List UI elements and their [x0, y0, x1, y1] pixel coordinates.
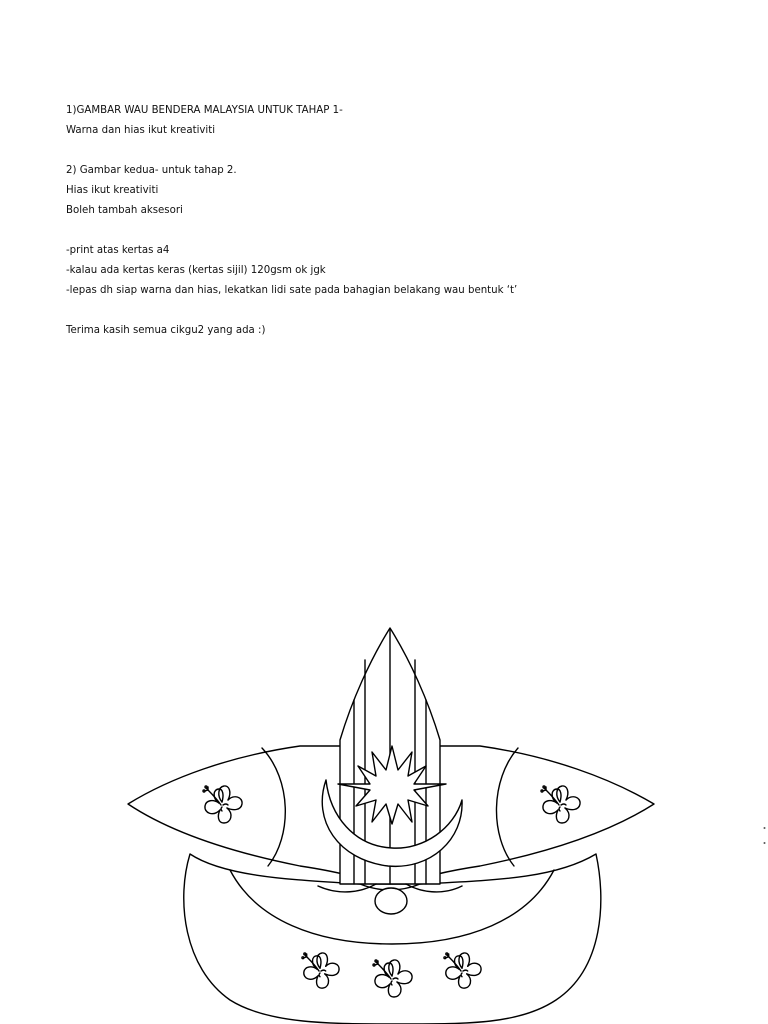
center-knob-icon	[375, 888, 407, 914]
assembly-instruction: -lepas dh siap warna dan hias, lekatkan lidi sate pada bahagian belakang wau bentuk ‘t’	[66, 285, 518, 296]
instruction-line: Warna dan hias ikut kreativiti	[66, 125, 216, 136]
instructions-text	[66, 101, 726, 341]
wau-kite-coloring-icon	[0, 600, 768, 1024]
paragraph-gap	[66, 141, 726, 161]
print-instruction: -print atas kertas a4	[66, 245, 170, 256]
heading-tahap-2: 2) Gambar kedua- untuk tahap 2.	[66, 165, 237, 176]
instruction-line: Hias ikut kreativiti	[66, 185, 159, 196]
thanks-line: Terima kasih semua cikgu2 yang ada :)	[66, 325, 266, 336]
paragraph-gap	[66, 221, 726, 241]
instruction-line: Boleh tambah aksesori	[66, 205, 183, 216]
paper-instruction: -kalau ada kertas keras (kertas sijil) 120gsm ok jgk	[66, 265, 326, 276]
paragraph-gap	[66, 301, 726, 321]
heading-tahap-1: 1)GAMBAR WAU BENDERA MALAYSIA UNTUK TAHAP 1-	[66, 105, 343, 116]
edge-dot-marks	[763, 826, 766, 846]
